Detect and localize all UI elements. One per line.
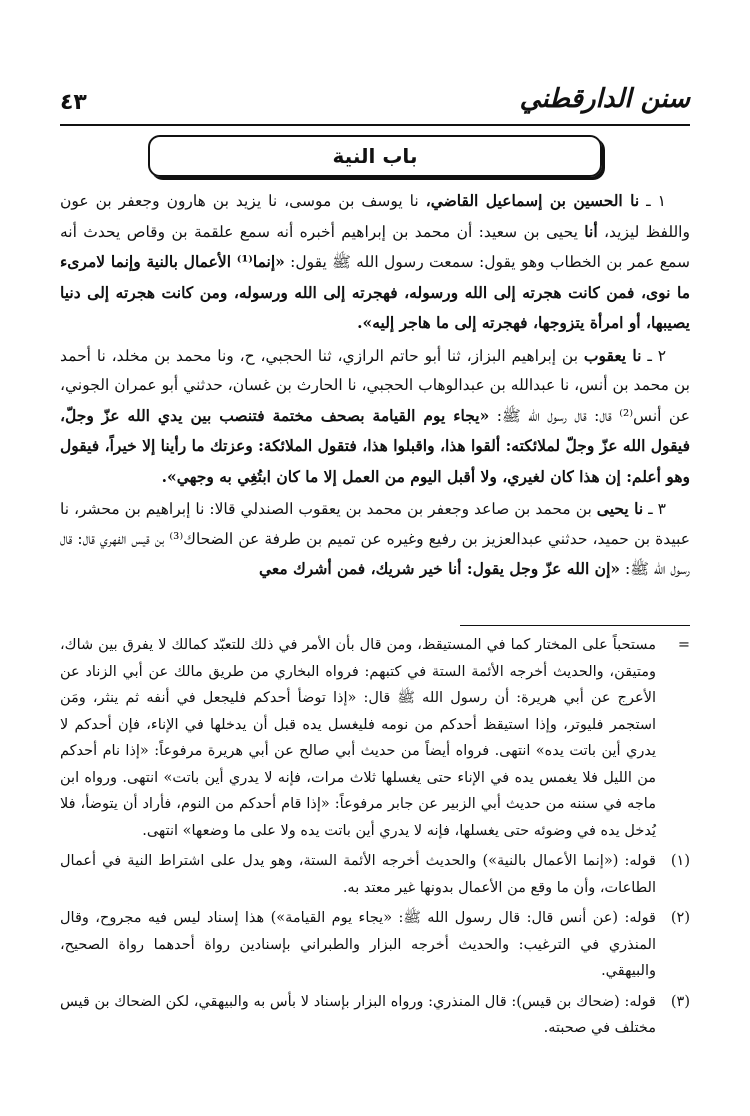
hadith-paragraph (60, 341, 690, 493)
narrator: نا الحسين بن إسماعيل القاضي، (425, 191, 640, 210)
footnote-divider (460, 625, 690, 626)
chain-text: نا يوسف بن موسى، نا يزيد بن هارون وجعفر بن عون واللفظ ليزيد، (60, 192, 690, 241)
header-divider (60, 124, 690, 126)
main-text (60, 186, 690, 585)
hadith-paragraph (60, 494, 690, 585)
chain-text: بن إبراهيم البزاز، ثنا أبو حاتم الرازي، ثنا الحجبي، ح، ونا محمد بن مخلد، نا أحمد بن محمد بن أنس، نا عبدالله بن عبدالوهاب الحجبي، نا الحارث بن غسان، حدثني أبو عمران الجوني، عن أنس⁽²⁾ قال: قال رسول الله ﷺ: (60, 346, 690, 425)
page-header (60, 84, 690, 124)
footnote (60, 848, 690, 901)
hadith-text: «يجاء يوم القيامة بصحف مختمة فتنصب بين يدي الله عزّ وجلّ، فيقول الله عزّ وجلّ لملائكته: ألقوا هذا، واقبلوا هذا، فتقول الملائكة: وعزتك ما رأينا إلا خيراً، فيقول وهو أعلم: إن هذا كان لغيري، ولا أقبل اليوم من العمل إلا ما كان ابتُغِي به وجهي». (60, 405, 690, 486)
hadith-text: «إن الله عزّ وجل يقول: أنا خير شريك، فمن أشرك معي (258, 559, 621, 578)
chain-text: بن محمد بن صاعد وجعفر بن محمد بن يعقوب الصندلي قالا: نا إبراهيم بن محشر، نا عبيدة بن حميد، حدثني عبدالعزيز بن رفيع وغيره عن تميم بن طرفة عن الضحاك⁽³⁾ بن قيس الفهري قال: قال رسول الله ﷺ: (60, 500, 690, 578)
narrator: نا يحيى (596, 499, 644, 518)
chain-text: يحيى بن سعيد: أن محمد بن إبراهيم أخبره أنه سمع علقمة بن وقاص يحدث أنه سمع عمر بن الخطاب وهو يقول: سمعت رسول الله ﷺ يقول: (60, 222, 691, 271)
paragraph-number: ١ ـ (646, 192, 666, 210)
paragraph-number: ٢ ـ (647, 346, 667, 365)
footnote-text: قوله: («إنما الأعمال بالنية») والحديث أخرجه الأئمة الستة، وهو يدل على اشتراط النية في أعمال الطاعات، وأن ما وقع من الأعمال بدونها غير معتد به. (60, 853, 656, 896)
chapter-title-box (148, 135, 602, 177)
footnote-mark: (٣) (670, 993, 690, 1010)
chapter-title: باب النية (332, 144, 418, 168)
footnote-mark: (٢) (670, 910, 690, 926)
narrator: نا يعقوب (583, 345, 642, 365)
footnotes (60, 632, 690, 1042)
footnote-mark: (١) (670, 853, 690, 869)
footnote (60, 989, 690, 1042)
footnote (60, 905, 690, 985)
hadith-text: «إنما⁽¹⁾ الأعمال بالنية وإنما لامرىء ما نوى، فمن كانت هجرته إلى الله ورسوله، فهجرته إلى الله ورسوله، ومن كانت هجرته إلى دنيا يصيبها، أو امرأة يتزوجها، فهجرته إلى ما هاجر إليه». (60, 252, 690, 332)
narration-word: أنا (584, 221, 598, 241)
page-number: ٤٣ (60, 90, 87, 115)
footnote (60, 632, 690, 844)
footnote-mark: = (677, 637, 690, 653)
footnote-text: مستحباً على المختار كما في المستيقظ، ومن قال بأن الأمر في ذلك للتعبّد كمالك لا يفرق بين شاك، ومتيقن، والحديث أخرجه الأئمة الستة في كتبهم: فرواه البخاري من طريق مالك عن أبي الزناد عن الأعرج عن أبي هريرة: أن رسول الله ﷺ قال: «إذا توضأ أحدكم فليجعل في أنفه ثم ينثر، ومَن استجمر فليوتر، وإذا استيقظ أحدكم من نومه فليغسل يده قبل أن يدخلها في الإناء، فإن أحدكم لا يدري أين باتت يده» انتهى. فرواه أيضاً من حديث أبي صالح عن أبي هريرة مرفوعاً: «إذا نام أحدكم من الليل فلا يغمس يده في الإناء حتى يغسلها ثلاث مرات، فإنه لا يدري أين باتت» انتهى. ورواه ابن ماجه في سننه من حديث أبي الزبير عن جابر مرفوعاً: «إذا قام أحدكم من النوم، فأراد أن يتوضأ، فلا يُدخل يده في وضوئه حتى يغسلها، فإنه لا يدري أين باتت يده ولا على ما وضعها» انتهى. (60, 637, 656, 839)
book-title: سنن الدارقطني (519, 84, 690, 114)
footnote-text: قوله: (عن أنس قال: قال رسول الله ﷺ: «يجاء يوم القيامة») هذا إسناد ليس فيه مجروح، وقال المنذري في الترغيب: والحديث أخرجه البزار والطبراني بإسنادين رواة أحدهما رواة الصحيح، والبيهقي. (60, 910, 656, 979)
footnote-text: قوله: (ضحاك بن قيس): قال المنذري: ورواه البزار بإسناد لا بأس به والبيهقي، لكن الضحاك بن قيس مختلف في صحبته. (60, 993, 656, 1036)
hadith-paragraph (60, 186, 690, 339)
paragraph-number: ٣ ـ (648, 500, 666, 518)
